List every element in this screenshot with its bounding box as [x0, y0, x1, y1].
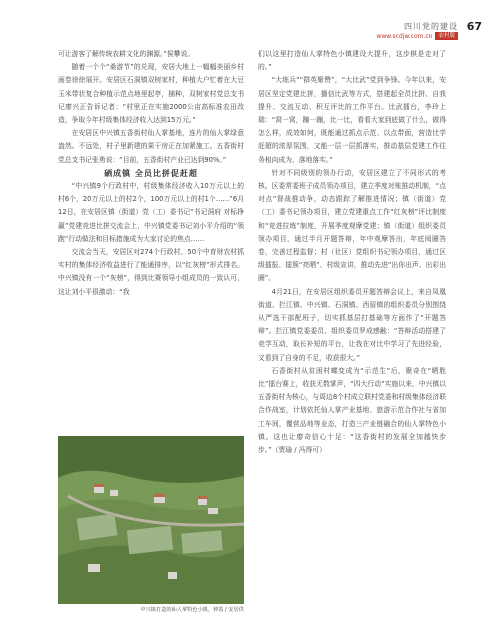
aerial-village-image	[58, 436, 244, 604]
article-right-column	[258, 48, 446, 457]
paragraph: 们以这里打造仙人掌特色小镇建设大提升，这步棋是走对了的。”	[258, 50, 446, 72]
paragraph: “中兴镇9个行政村中，村级集体经济收入10万元以上的村6个，20万元以上的村2个，100万元以上的村1个……”6月12日，在安居区镇（街道）党（工）委书记“书记洞府 对标挣赢”党建竞进比拼交流会上，中兴镇党委书记刘小平介绍的“领跑”行动做法和目标措施成为大家讨论的焦点……	[58, 182, 244, 243]
paragraph: 石香街村从贫困村蝶变成为“示范生”后，聚奇在“晒胜比”擂台赛上，收获无数掌声，“四大行动”实施以来，中兴镇以五香街村为核心，与周边8个村成立联村党委和村级集体经济联合作战室，计划依托仙人掌产业基地、旅游示范合作社与省加工车间，覆营品地等业态，打造三产业链融合的仙人掌特色小镇。这也让廖奇信心十足：“这香街村的发展全加越快步步。”（贾瑜 / 冯得可）	[258, 366, 446, 455]
article-left-column	[58, 48, 244, 299]
page-header	[376, 22, 458, 40]
paragraph: 随着一个个“桑游节”的兑现，安居大地上一幅幅美丽乡村画卷徐徐展开。安居区石洞镇双树家村，种植大户忙着在大豆玉米带状复合种植示范点地里起亭，捕种，双树家村党总支书记廖兴正告诉记者：“村里正在实施2000公亩高标准农田改造，争取今年村级集体经济收入达到15万元。”	[58, 63, 244, 125]
website-line	[376, 32, 458, 40]
paragraph: 针对不同级别的领办行动，安居区建立了不同形式的考核。区委常委班子成员领办项目，建立季度对账推动机制，“点对点”督战推动争，动态跟踪了解推进情况；镇（街道）党（工）委书记领办项目，建立党建重点工作“红灰榜”评比制度和“竞进拉练”制度，开展季度观摩党建；镇（街道）组织委员领办项目，通过半月开题答辩，年中观摩答出，年底阅圈答卷，完善过程监督；村（社区）党组织书记领办项目，通过区级擂报、擂簇“亮晒”、村级宣讲，推动先进“出你出声、出彩出圈”。	[258, 168, 446, 283]
paragraph: 在安居区中兴镇五香街村仙人掌基地，连片的仙人掌绿意盎然。不远处，村子里新建的果干房正在加紧施工。五香街村党总支书记张勇说：“目前，五香街村产业已达到90%。”	[58, 129, 244, 164]
paragraph: 可让游客了解传统农耕文化的渊源。”侯攀说。	[58, 50, 195, 58]
section-heading: 硒成镇 全员比拼促赶超	[104, 168, 198, 178]
paragraph: 交流会当天，安居区对274个行政村、50个中育财农村抓实村的集体经济收益进行了能通排序，以“红灰榜”形式排名。中兴镇没有一个“灰榜”，得到比赛领导小组成员的一致认可，这让刘小平很激动：“我	[58, 248, 244, 296]
paragraph: “大练兵”“群英聚赞”，“大比武”党到争锋。今年以来，安居区坚定党建比拼，播信比武等方式，搭建起全员比拼、自我提升、交流互动、积互评比的工作平台。比武擂台，李玲上瑞：“窝一窝，蹦一蹦，比一比，看看大家到底做了什么，做得怎么样，成效如何，既能通过抓点示范、以点带面，营造比学赶超的浓厚氛围，又能一层一层抓落实，推动基层党建工作往务相向成为、落地落实。”	[258, 76, 446, 164]
aerial-photo	[58, 436, 244, 604]
magazine-title: 四川党的建设	[404, 22, 458, 31]
page-number: 67	[466, 20, 482, 33]
paragraph: 4月21日，在安居区组织委员开题答辩会议上，来自凤凰街道、拦江镇、中兴镇、石洞镇、西眉镇的组织委员分别围绕从严选干部配班子，切实抓基层打基础等方面作了“开题答辩”。拦江镇党委委员、组织委员罗成感触：“答辩活动搭建了竞学互动，取长补短的平台，让我在对比中学习了先进经验，又看到了自身的不足，收获很大。”	[258, 287, 446, 362]
edition-badge: 农村版	[435, 32, 458, 40]
photo-caption: 中兴镇打造的仙人掌特色小镇。钟霞 / 安居供	[140, 607, 244, 613]
website-url[interactable]: www.scdjw.com.cn	[376, 32, 433, 40]
